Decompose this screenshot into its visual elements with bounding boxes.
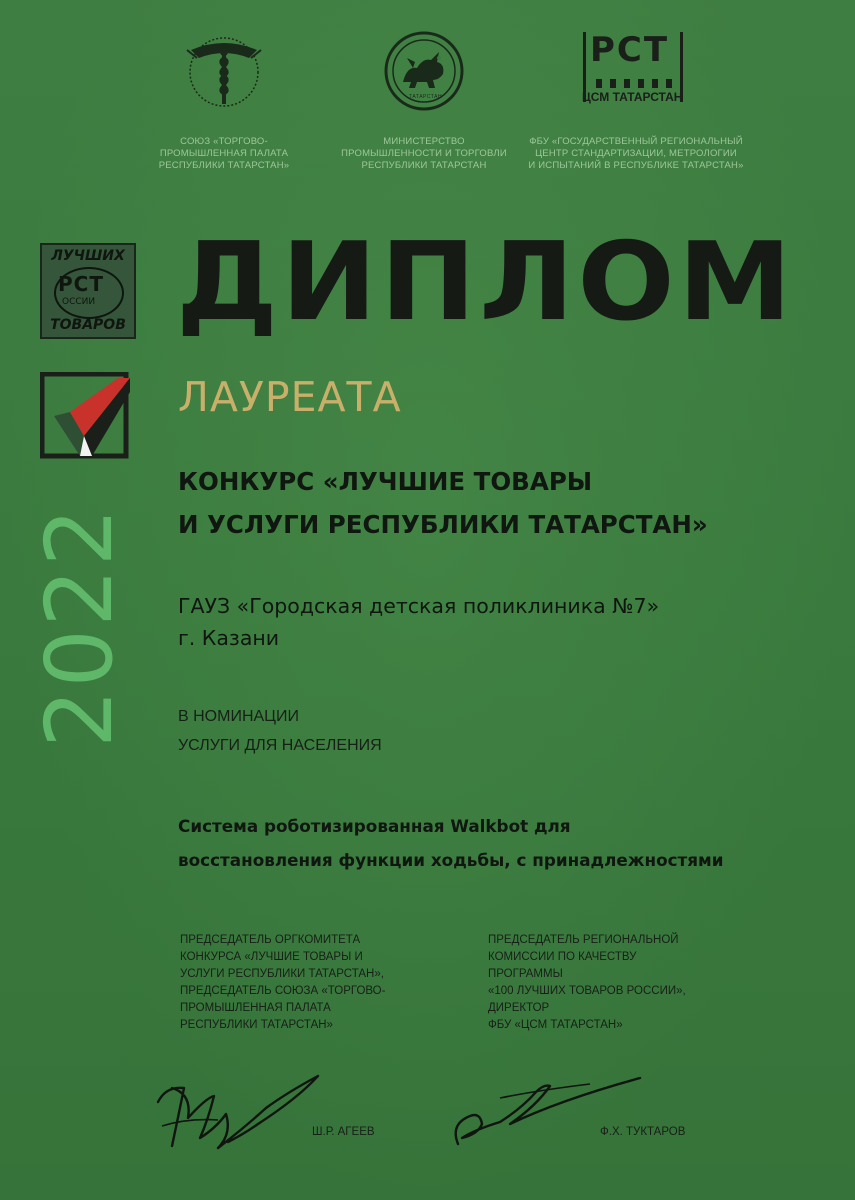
rst-logo-bars xyxy=(596,74,676,84)
signature-right xyxy=(440,1068,660,1158)
org-left-caption: СОЮЗ «ТОРГОВО- ПРОМЫШЛЕННАЯ ПАЛАТА РЕСПУБЛИКИ ТАТАРСТАН» xyxy=(158,136,290,171)
diploma-title: ДИПЛОМ xyxy=(176,220,795,345)
signature-left xyxy=(148,1068,358,1158)
rst-logo-caption: ЦСМ ТАТАРСТАН xyxy=(582,90,683,104)
best-goods-badge xyxy=(40,243,136,339)
signatory-right-title: ПРЕДСЕДАТЕЛЬ РЕГИОНАЛЬНОЙ КОМИССИИ ПО КАЧЕСТВУ ПРОГРАММЫ «100 ЛУЧШИХ ТОВАРОВ РОССИИ», ДИРЕКТОР ФБУ «ЦСМ ТАТАРСТАН» xyxy=(488,934,686,1031)
badge-center-text: РСТ xyxy=(58,272,104,296)
rst-logo xyxy=(582,28,692,110)
org-right-caption: ФБУ «ГОСУДАРСТВЕННЫЙ РЕГИОНАЛЬНЫЙ ЦЕНТР СТАНДАРТИЗАЦИИ, МЕТРОЛОГИИ И ИСПЫТАНИЙ В РЕСПУБЛИКЕ ТАТАРСТАН» xyxy=(528,136,744,171)
coat-of-arms-seal-text: ТАТАРСТАН xyxy=(409,94,443,100)
org-center-caption: МИНИСТЕРСТВО ПРОМЫШЛЕННОСТИ И ТОРГОВЛИ РЕСПУБЛИКИ ТАТАРСТАН xyxy=(341,136,507,171)
signatory-right-name: Ф.Х. ТУКТАРОВ xyxy=(600,1126,686,1138)
badge-side-text: ОССИИ xyxy=(62,297,96,307)
checkmark-icon xyxy=(40,372,132,460)
laureate-subtitle: ЛАУРЕАТА xyxy=(178,373,402,421)
tatarstan-coat-of-arms-icon xyxy=(383,30,465,112)
badge-top-text: ЛУЧШИХ xyxy=(51,248,125,264)
rst-logo-text: РСТ xyxy=(590,30,670,70)
badge-bottom-text: ТОВАРОВ xyxy=(50,317,126,333)
year-label: 2022 xyxy=(26,505,133,748)
nomination: В НОМИНАЦИИ УСЛУГИ ДЛЯ НАСЕЛЕНИЯ xyxy=(178,708,382,754)
chamber-of-commerce-emblem-icon xyxy=(183,28,265,114)
signatory-left-name: Ш.Р. АГЕЕВ xyxy=(312,1126,375,1138)
contest-name: КОНКУРС «ЛУЧШИЕ ТОВАРЫ И УСЛУГИ РЕСПУБЛИКИ ТАТАРСТАН» xyxy=(178,467,708,539)
signatory-left-title: ПРЕДСЕДАТЕЛЬ ОРГКОМИТЕТА КОНКУРСА «ЛУЧШИЕ ТОВАРЫ И УСЛУГИ РЕСПУБЛИКИ ТАТАРСТАН», ПРЕДСЕДАТЕЛЬ СОЮЗА «ТОРГОВО- ПРОМЫШЛЕННАЯ ПАЛАТА РЕСПУБЛИКИ ТАТАРСТАН» xyxy=(180,934,386,1031)
product-name: Система роботизированная Walkbot для восстановления функции ходьбы, с принадлежностями xyxy=(178,816,724,870)
awardee-organization: ГАУЗ «Городская детская поликлиника №7» г. Казани xyxy=(178,594,660,650)
